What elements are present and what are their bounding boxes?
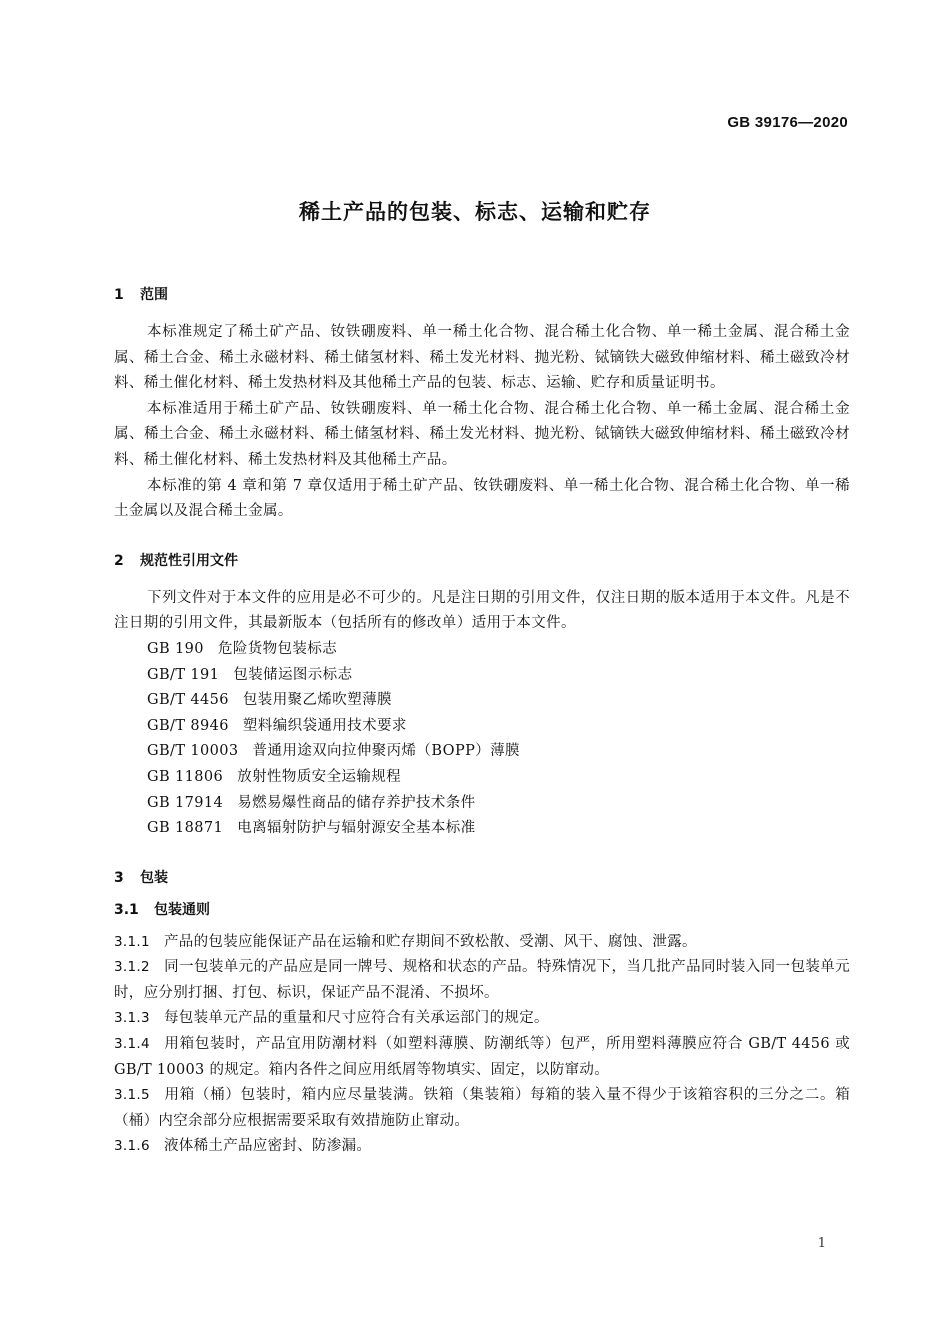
reference-item <box>114 791 850 817</box>
scope-paragraph: 本标准的第 4 章和第 7 章仅适用于稀土矿产品、钕铁硼废料、单一稀土化合物、混合稀土化合物、单一稀土金属以及混合稀土金属。 <box>114 477 850 520</box>
reference-name: 易燃易爆性商品的储存养护技术条件 <box>237 794 476 811</box>
section-title: 规范性引用文件 <box>140 552 238 569</box>
clause-text: 产品的包装应能保证产品在运输和贮存期间不致松散、受潮、风干、腐蚀、泄露。 <box>164 933 697 950</box>
clause <box>114 930 850 956</box>
clause-number: 3.1.2 <box>114 959 150 976</box>
reference-list <box>114 637 850 842</box>
subsection-number: 3.1 <box>114 901 139 918</box>
scope-paragraph: 本标准规定了稀土矿产品、钕铁硼废料、单一稀土化合物、混合稀土化合物、单一稀土金属、混合稀土金属、稀土合金、稀土永磁材料、稀土储氢材料、稀土发光材料、抛光粉、铽镝铁大磁致伸缩材料、稀土磁致冷材料、稀土催化材料、稀土发热材料及其他稀土产品的包装、标志、运输、贮存和质量证明书。 <box>114 324 850 392</box>
section-number: 1 <box>114 287 124 303</box>
reference-item <box>114 637 850 663</box>
subsection-title: 包装通则 <box>154 901 210 918</box>
clause <box>114 1006 850 1032</box>
reference-code: GB 18871 <box>147 820 224 837</box>
section-heading-scope <box>114 283 850 307</box>
reference-item <box>114 714 850 740</box>
clause-text: 液体稀土产品应密封、防渗漏。 <box>164 1138 372 1155</box>
clause <box>114 955 850 1006</box>
scope-paragraph: 本标准适用于稀土矿产品、钕铁硼废料、单一稀土化合物、混合稀土化合物、单一稀土金属、混合稀土金属、稀土合金、稀土永磁材料、稀土储氢材料、稀土发光材料、抛光粉、铽镝铁大磁致伸缩材料、稀土磁致冷材料、稀土催化材料、稀土发热材料及其他稀土产品。 <box>114 400 850 468</box>
section-title: 范围 <box>140 287 168 303</box>
reference-code: GB 190 <box>147 640 204 657</box>
clause-number: 3.1.1 <box>114 933 150 950</box>
page-number: 1 <box>817 1236 826 1251</box>
clause <box>114 1134 850 1160</box>
reference-item <box>114 765 850 791</box>
reference-name: 放射性物质安全运输规程 <box>237 768 402 785</box>
clause-number: 3.1.3 <box>114 1010 150 1027</box>
reference-item <box>114 688 850 714</box>
reference-code: GB/T 4456 <box>147 692 229 709</box>
clause-text: 同一包装单元的产品应是同一牌号、规格和状态的产品。特殊情况下，当几批产品同时装入同一包装单元时，应分别打捆、打包、标识，保证产品不混淆、不损坏。 <box>114 959 850 1001</box>
reference-code: GB/T 10003 <box>147 743 239 760</box>
document-title: 稀土产品的包装、标志、运输和贮存 <box>299 200 651 224</box>
reference-item <box>114 739 850 765</box>
references-intro: 下列文件对于本文件的应用是必不可少的。凡是注日期的引用文件，仅注日期的版本适用于本文件。凡是不注日期的引用文件，其最新版本（包括所有的修改单）适用于本文件。 <box>114 589 850 632</box>
clause-number: 3.1.5 <box>114 1087 150 1104</box>
clause <box>114 1083 850 1134</box>
clause-number: 3.1.6 <box>114 1138 150 1155</box>
reference-code: GB 11806 <box>147 768 224 785</box>
clause-text: 用箱（桶）包装时，箱内应尽量装满。铁箱（集装箱）每箱的装入量不得少于该箱容积的三分之二。箱（桶）内空余部分应根据需要采取有效措施防止窜动。 <box>114 1087 850 1129</box>
document-body <box>114 283 850 1160</box>
section-number: 3 <box>114 869 124 886</box>
section-heading-packaging <box>114 866 850 890</box>
section-number: 2 <box>114 552 124 569</box>
reference-name: 电离辐射防护与辐射源安全基本标准 <box>237 820 476 837</box>
subsection-heading-general <box>114 898 850 922</box>
reference-code: GB 17914 <box>147 794 224 811</box>
clause-number: 3.1.4 <box>114 1036 150 1053</box>
reference-item <box>114 663 850 689</box>
reference-name: 危险货物包装标志 <box>217 640 338 657</box>
reference-code: GB/T 8946 <box>147 717 229 734</box>
standard-number: GB 39176—2020 <box>727 114 848 131</box>
reference-name: 包装储运图示标志 <box>233 666 353 683</box>
reference-name: 包装用聚乙烯吹塑薄膜 <box>242 692 392 709</box>
section-heading-normative-references <box>114 549 850 573</box>
reference-code: GB/T 191 <box>147 666 220 683</box>
clause <box>114 1032 850 1083</box>
reference-item <box>114 816 850 842</box>
clause-text: 每包装单元产品的重量和尺寸应符合有关承运部门的规定。 <box>164 1010 549 1027</box>
reference-name: 普通用途双向拉伸聚丙烯（BOPP）薄膜 <box>252 743 520 760</box>
reference-name: 塑料编织袋通用技术要求 <box>242 717 407 734</box>
clause-text: 用箱包装时，产品宜用防潮材料（如塑料薄膜、防潮纸等）包严，所用塑料薄膜应符合 GB/T 4456 或 GB/T 10003 的规定。箱内各件之间应用纸屑等物填实、固定，以防窜动。 <box>114 1036 850 1078</box>
section-title: 包装 <box>140 869 168 886</box>
